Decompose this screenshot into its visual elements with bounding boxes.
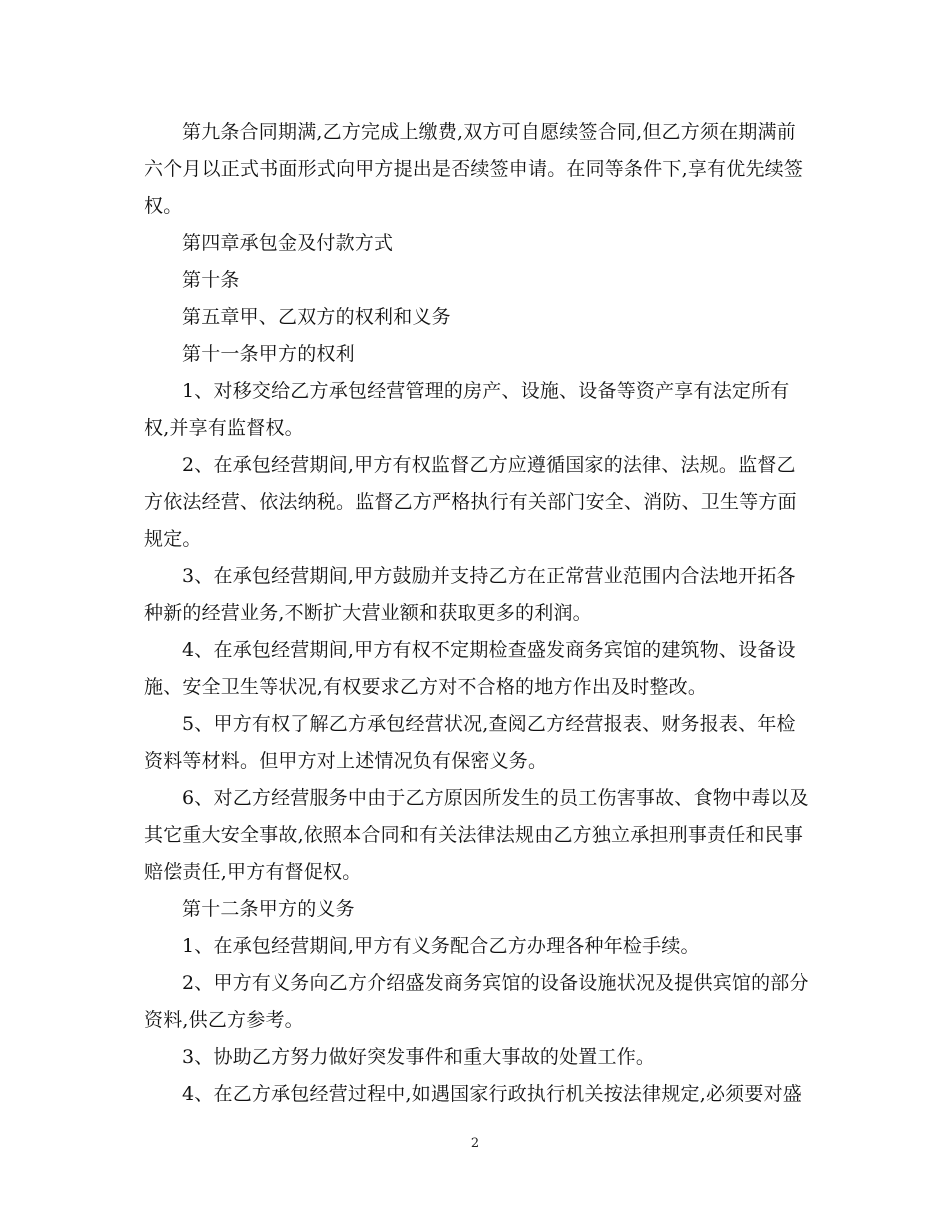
party-a-duty-4: 4、在乙方承包经营过程中,如遇国家行政执行机关按法律规定,必须要对盛	[182, 1083, 802, 1105]
party-a-right-5: 5、甲方有权了解乙方承包经营状况,查阅乙方经营报表、财务报表、年检资料等材料。但甲方对上述情况负有保密义务。	[144, 713, 796, 772]
party-a-duty-2: 2、甲方有义务向乙方介绍盛发商务宾馆的设备设施状况及提供宾馆的部分资料,供乙方参考。	[144, 972, 809, 1031]
party-a-duty-3: 3、协助乙方努力做好突发事件和重大事故的处置工作。	[182, 1046, 656, 1068]
chapter-4-heading: 第四章承包金及付款方式	[182, 232, 394, 254]
article-10-heading: 第十条	[182, 269, 240, 291]
party-a-right-6: 6、对乙方经营服务中由于乙方原因所发生的员工伤害事故、食物中毒以及其它重大安全事故,依照本合同和有关法律法规由乙方独立承担刑事责任和民事赔偿责任,甲方有督促权。	[144, 787, 809, 883]
party-a-right-4: 4、在承包经营期间,甲方有权不定期检查盛发商务宾馆的建筑物、设备设施、安全卫生等状况,有权要求乙方对不合格的地方作出及时整改。	[144, 639, 796, 698]
page-number: 2	[470, 1136, 480, 1151]
party-a-right-2: 2、在承包经营期间,甲方有权监督乙方应遵循国家的法律、法规。监督乙方依法经营、依法纳税。监督乙方严格执行有关部门安全、消防、卫生等方面规定。	[144, 454, 797, 550]
article-12-heading: 第十二条甲方的义务	[182, 898, 355, 920]
party-a-duty-1: 1、在承包经营期间,甲方有义务配合乙方办理各种年检手续。	[182, 935, 700, 957]
article-11-heading: 第十一条甲方的权利	[182, 343, 355, 365]
chapter-5-heading: 第五章甲、乙双方的权利和义务	[182, 306, 451, 328]
party-a-right-1: 1、对移交给乙方承包经营管理的房产、设施、设备等资产享有法定所有权,并享有监督权。	[144, 380, 790, 439]
document-body	[144, 114, 810, 1113]
article-9-paragraph: 第九条合同期满,乙方完成上缴费,双方可自愿续签合同,但乙方须在期满前六个月以正式书面形式向甲方提出是否续签申请。在同等条件下,享有优先续签权。	[144, 121, 804, 217]
party-a-right-3: 3、在承包经营期间,甲方鼓励并支持乙方在正常营业范围内合法地开拓各种新的经营业务,不断扩大营业额和获取更多的利润。	[144, 565, 796, 624]
